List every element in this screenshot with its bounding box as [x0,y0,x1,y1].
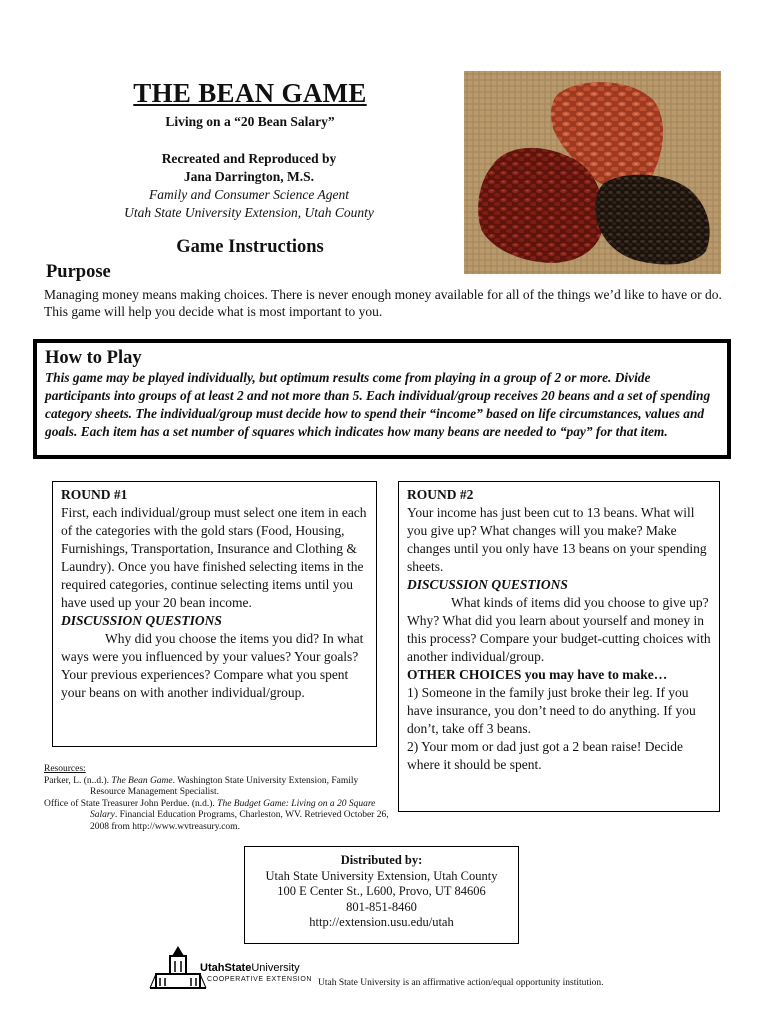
author-name: Jana Darrington, M.S. [183,169,315,184]
distributor-website: http://extension.usu.edu/utah [309,915,454,929]
other-choices-heading: OTHER CHOICES you may have to make… [407,667,668,682]
resources-heading: Resources: [44,764,86,774]
round-1-heading: ROUND #1 [61,487,128,502]
beans-photo [464,71,721,274]
ref-1-author: Parker, L. (n..d.). [44,775,112,786]
credit-line-1: Recreated and Reproduced by [161,151,337,166]
wordmark-light: University [251,962,300,974]
credits [90,150,408,222]
old-main-building-icon [148,944,208,990]
how-to-play-box [33,339,731,459]
round-1-text: First, each individual/group must select one item in each of the categories with the gold stars (Food, Housing, Furnishings, Transportation, Insurance and Clothing & Laundry). Once you have finished selecting items in the required categories, continue selecting items until you have used up your 20 bean income. [61,505,367,610]
page-title: THE BEAN GAME [133,78,367,108]
choice-2: 2) Your mom or dad just got a 2 bean raise! Decide where it should be spent. [407,739,683,772]
round-1-discussion-text: Why did you choose the items you did? In what ways were you influenced by your values? Your goals? Your previous experiences? Compare what you spent your beans on with another individual/group. [61,631,364,700]
ref-2-source: . Financial Education Programs, Charleston, WV. Retrieved October 26, 2008 from http://www.wvtreasury.com. [90,810,389,832]
footer-statement: Utah State University is an affirmative action/equal opportunity institution. [318,978,604,988]
distributor-phone: 801-851-8460 [346,899,417,914]
ref-2-title: The Budget Game: Living on a 20 Square Salary [90,798,376,820]
round-2-box [398,481,720,812]
distributed-heading: Distributed by: [340,853,423,867]
distributor-address: 100 E Center St., L600, Provo, UT 84606 [277,884,486,898]
author-title: Family and Consumer Science Agent [149,187,349,202]
ref-2-author: Office of State Treasurer John Perdue. (n.d.). [44,798,218,809]
distributor-name: Utah State University Extension, Utah County [265,868,498,883]
section-title: Game Instructions [176,237,324,257]
choice-1: 1) Someone in the family just broke their leg. If you have insurance, you don’t need to do anything. If you don’t, take off 3 beans. [407,685,696,736]
reference-1 [44,776,394,799]
page-subtitle: Living on a “20 Bean Salary” [165,114,335,129]
distributed-by-box [244,846,519,944]
reference-2 [44,799,394,834]
how-to-play-heading: How to Play [45,348,142,368]
ref-1-source: . Washington State University Extension, Family Resource Management Specialist. [90,775,359,797]
how-to-play-text: This game may be played individually, but optimum results come from playing in a group of 2 or more. Divide participants into groups of at least 2 and not more than 5. Each individual/group receives 20 beans and a set of spending category sheets. The individual/group must decide how to spend their “income” based on life circumstances, values and goals. Each item has a set number of squares which indicates how many beans are needed to “pay” for that item. [45,370,711,439]
round-2-discussion-text: What kinds of items did you choose to give up? Why? What did you learn about yourself and money in this process? Compare your budget-cutting choices with another individual/group. [407,595,711,664]
logo-tagline: COOPERATIVE EXTENSION [207,976,313,983]
round-1-discussion-heading: DISCUSSION QUESTIONS [61,613,222,628]
resources [44,764,394,833]
round-2-text: Your income has just been cut to 13 beans. What will you give up? What changes will you make? Make changes until you only have 13 beans on your spending sheets. [407,505,707,574]
ref-1-title: The Bean Game [111,775,173,786]
round-2-discussion-heading: DISCUSSION QUESTIONS [407,577,568,592]
purpose-heading: Purpose [46,262,111,282]
wordmark-bold: UtahState [200,962,252,974]
purpose-text: Managing money means making choices. There is never enough money available for all of the things we’d like to have or do. This game will help you decide what is most important to you. [44,287,722,319]
round-2-heading: ROUND #2 [407,487,474,502]
author-org: Utah State University Extension, Utah County [124,205,374,220]
round-1-box [52,481,377,747]
usu-wordmark [200,962,300,974]
